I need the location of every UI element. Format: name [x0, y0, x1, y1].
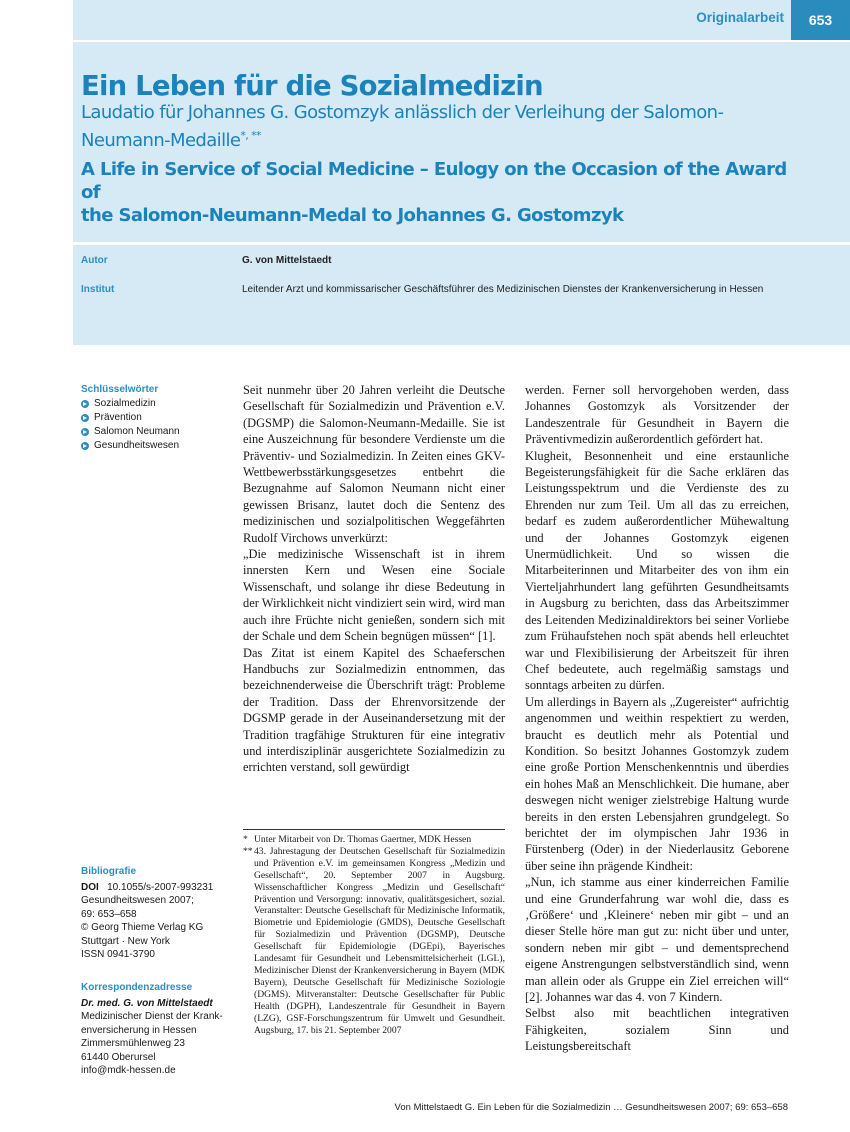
page-number: 653: [791, 0, 850, 40]
body-paragraph: Seit nunmehr über 20 Jahren verleiht die Deutsche Gesellschaft für Sozialmedizin und Prävention e.V. (DGSMP) die Salomon-Neumann-Medaille. Sie ist eine Auszeichnung für besondere Verdienste um die Präventiv- und Sozialmedizin. In Zeiten eines GKV-Wettbewerbsstärkungsgesetzes entbehrt die Bezugnahme auf Salomon Neumann nicht einer gewissen Brisanz, lautet doch die Sentenz des medizinischen und sozialpolitischen Weggefährten Rudolf Virchows unverkürzt:: [243, 383, 505, 545]
contact-email-link[interactable]: info@mdk-hessen.de: [81, 1065, 176, 1076]
doi-line: DOI 10.1055/s-2007-993231: [81, 881, 214, 893]
bibliography-heading: Bibliografie: [81, 866, 137, 877]
contact-line: enversicherung in Hessen: [81, 1024, 197, 1036]
body-paragraph: „Nun, ich stamme aus einer kinderreichen Familie und eine Grunderfahrung war wohl die, dass es ‚Größere‘ und ‚Kleinere‘ neben mir gibt – und an dieser Stelle höre man gut zu: nicht über und unter, sondern neben mir gibt – und dementsprechend eigene Anstrengungen selbstverständlich sind, wenn man allein oder als Gruppe ein Ziel erreichen will“ [2]. Johannes war das 4. von 7 Kindern.: [525, 875, 789, 1005]
author-label: Autor: [81, 255, 108, 266]
body-paragraph: Das Zitat ist einem Kapitel des Schaeferschen Handbuchs zur Sozialmedizin entnommen, das bezeichnenderweise die Überschrift trägt: Probleme der Tradition. Dass der Ehrenvorsitzende der DGSMP gerade in der Auseinandersetzung mit der Tradition tragfähige Strukturen für eine integrativ und interdisziplinär ausgerichtete Sozialmedizin zu errichten verstand, soll gewürdigt: [243, 645, 505, 775]
keywords-heading: Schlüsselwörter: [81, 384, 159, 395]
correspondence-heading: Korrespondenzadresse: [81, 982, 193, 993]
bibliography-block: [81, 865, 231, 962]
biblio-line: Gesundheitswesen 2007;: [81, 895, 194, 906]
biblio-line: Stuttgart · New York: [81, 935, 170, 947]
biblio-line: © Georg Thieme Verlag KG: [81, 922, 204, 933]
running-footer: Von Mittelstaedt G. Ein Leben für die Sozialmedizin … Gesundheitswesen 2007; 69: 653–658: [394, 1102, 788, 1113]
author-value: G. von Mittelstaedt: [242, 255, 332, 266]
keyword-item: Gesundheitswesen: [81, 439, 231, 453]
body-paragraph: Um allerdings in Bayern als „Zugereister“ aufrichtig angenommen und weithin respektiert zu werden, braucht es deutlich mehr als Potential und Kondition. So besitzt Johannes Gostomzyk zudem eine große Portion Menschenkenntnis und überdies ein hohes Maß an Menschlichkeit. Die humane, aber deswegen nicht weniger zielstrebige Haltung wurde bereits in den ersten Lebensjahren grundgelegt. So berichtet der im olympischen Jahr 1936 in Fürstenberg (Oder) in der Niederlausitz Geborene über seine ihn prägende Kindheit:: [525, 694, 789, 873]
institute-value: Leitender Arzt und kommissarischer Geschäftsführer des Medizinischen Dienstes der Krankenversicherung in Hessen: [242, 284, 764, 295]
body-column-right: [525, 382, 789, 1055]
body-column-left: [243, 382, 505, 776]
arrow-bullet-icon: [81, 428, 89, 436]
english-title-line-2: the Salomon-Neumann-Medal to Johannes G. Gostomzyk: [81, 205, 624, 226]
subtitle-line-1: Laudatio für Johannes G. Gostomzyk anlässlich der Verleihung der Salomon-: [81, 102, 724, 123]
english-title: [81, 158, 801, 227]
english-title-line-1: A Life in Service of Social Medicine – Eulogy on the Occasion of the Award of: [81, 159, 787, 203]
correspondence-block: [81, 981, 231, 1078]
keyword-item: Salomon Neumann: [81, 425, 231, 439]
keyword-item: Sozialmedizin: [81, 397, 231, 411]
subtitle-line-2: Neumann-Medaille: [81, 130, 241, 151]
biblio-line: ISSN 0941-3790: [81, 949, 155, 960]
footnote: * Unter Mitarbeit von Dr. Thomas Gaertner, MDK Hessen: [243, 834, 472, 845]
institute-label: Institut: [81, 284, 115, 295]
article-subtitle: [81, 101, 781, 152]
arrow-bullet-icon: [81, 414, 89, 422]
contact-name: Dr. med. G. von Mittelstaedt: [81, 997, 213, 1009]
contact-line: Medizinischer Dienst der Krank-: [81, 1011, 223, 1022]
meta-band: [73, 245, 850, 345]
subtitle-footnote-marks: *, **: [240, 129, 261, 142]
section-label: Originalarbeit: [696, 10, 784, 25]
body-paragraph: „Die medizinische Wissenschaft ist in ihrem innersten Kern und Wesen eine Sociale Wissenschaft, und solange ihr diese Bedeutung in der Wirklichkeit nicht vindiziert sein wird, wird man auch ihre Früchte nicht genießen, sondern sich mit der Schale und dem Schein begnügen müssen“ [1].: [243, 547, 505, 644]
footnote: ** 43. Jahrestagung der Deutschen Gesellschaft für Sozialmedizin und Prävention e.V. im gemeinsamen Kongress „Medizin und Gesellschaft“, 20. September 2007 in Augsburg. Wissenschaftlicher Kongress „Medizin und Gesellschaft“ Prävention und Versorgung: innovativ, qualitätsgesichert, sozial. Veranstalter: Deutsche Gesellschaft für Medizinische Informatik, Biometrie und Epidemiologie (GMDS), Deutsche Gesellschaft für Sozialmedizin und Prävention (DGSMP), Deutsche Gesellschaft für Epidemiologie (DGEpi), Bayerisches Landesamt für Gesundheit und Lebensmittelsicherheit (LGL), Medizinischer Dienst der Krankenversicherung in Bayern (MDK Bayern), Deutsche Gesellschaft für Medizinische Soziologie (DGMS). Mitveranstalter: Deutsche Gesellschafter für Public Health (DGPH), Landeszentrale für Gesundheit in Bayern (LZG), GSF-Forschungszentrum für Umwelt und Gesundheit. Augsburg, 17. bis 21. September 2007: [243, 845, 505, 1036]
contact-line: Zimmersmühlenweg 23: [81, 1038, 185, 1049]
keywords-block: [81, 384, 231, 453]
doi-link[interactable]: 10.1055/s-2007-993231: [107, 881, 214, 893]
arrow-bullet-icon: [81, 442, 89, 450]
arrow-bullet-icon: [81, 400, 89, 408]
footnotes: [243, 834, 505, 1036]
article-title: Ein Leben für die Sozialmedizin: [81, 70, 543, 102]
contact-line: 61440 Oberursel: [81, 1051, 156, 1063]
biblio-line: 69: 653–658: [81, 908, 137, 920]
keyword-item: Prävention: [81, 411, 231, 425]
keywords-list: [81, 397, 231, 453]
body-paragraph: Selbst also mit beachtlichen integrativen Fähigkeiten, sozialem Sinn und Leistungsbereitschaft: [525, 1006, 789, 1054]
body-paragraph: werden. Ferner soll hervorgehoben werden, dass Johannes Gostomzyk als Vorsitzender der Landeszentrale für Gesundheit in Bayern die Präventivmedizin außerordentlich gefördert hat.: [525, 383, 789, 447]
footnote-divider: [243, 829, 505, 830]
body-paragraph: Klugheit, Besonnenheit und eine erstaunliche Begeisterungsfähigkeit für die Sache erklären das Leistungsspektrum und die Verdienste des zu Ehrenden nur zum Teil. Um all das zu erreichen, bedarf es zudem außerordentlicher Mühewaltung und der Johannes Gostomzyk eigenen Unermüdlichkeit. Und so wissen die Mitarbeiterinnen und Mitarbeiter des von ihm ein Vierteljahrhundert lang geführten Gesundheitsamts in Augsburg zu berichten, dass das Arbeitszimmer des Leitenden Medizinaldirektors bei seiner Vorliebe zum Frühaufstehen noch spät abends hell erleuchtet war und Flexibilisierung der Arbeitszeit für ihren Chef bedeutete, auch regelmäßig samstags und sonntags arbeiten zu dürfen.: [525, 448, 789, 693]
